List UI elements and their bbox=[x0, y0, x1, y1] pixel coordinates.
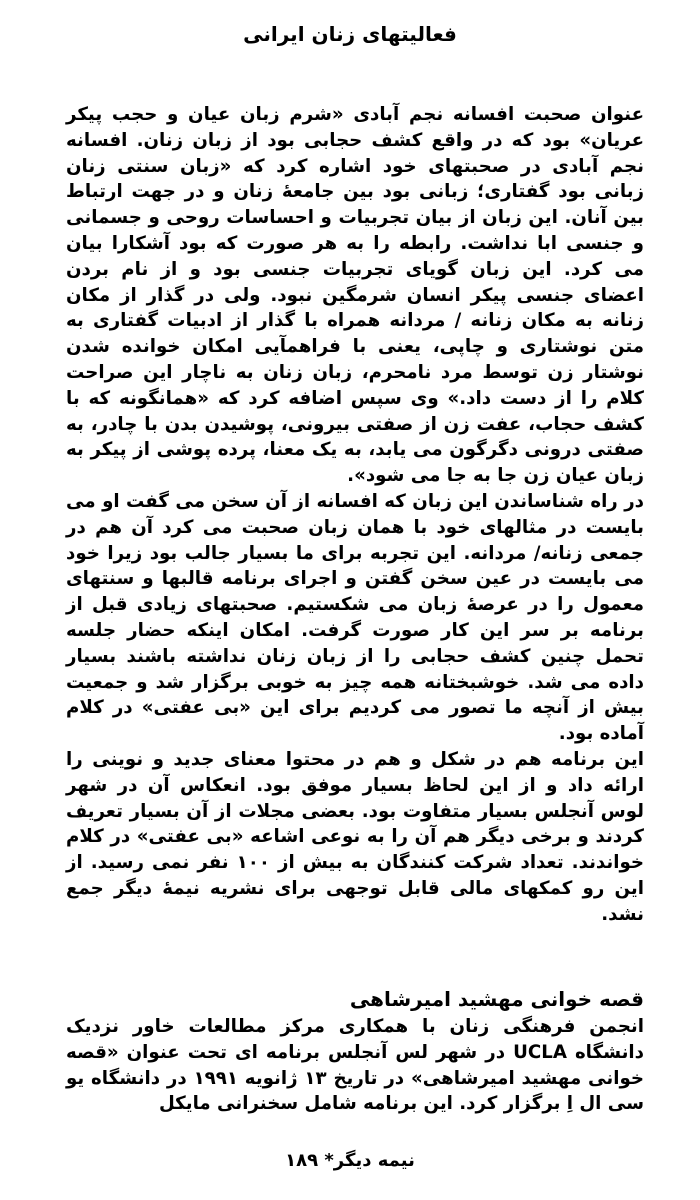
paragraph: عنوان صحبت افسانه نجم آبادی «شرم زبان عیان و حجب پیکر عریان» بود که در واقع کشف حجابی بود از زبان زنان. افسانه نجم آبادی در صحبتهای خود اشاره کرد که «زبان سنتی زنان زبانی بود گفتاری؛ زبانی بود بین جامعهٔ زنان و در جهت ارتباط بین آنان. این زبان از بیان تجربیات و احساسات روحی و جسمانی و جنسی ابا نداشت. رابطه را به هر صورت که بود آشکارا بیان می کرد. این زبان گویای تجربیات جنسی بود و از نام بردن اعضای جنسی پیکر انسان شرمگین نبود. ولی در گذار از مکان زنانه به مکان زنانه / مردانه همراه با گذار از ادبیات گفتاری به متن نوشتاری و چاپی، یعنی با فراهمآیی امکان خوانده شدن نوشتار زن توسط مرد نامحرم، زبان زنان به ناچار این صراحت کلام را از دست داد.» وی سپس اضافه کرد که «همانگونه که با کشف حجاب، عفت زن از صفتی بیرونی، پوشیدن بدن با چادر، به صفتی درونی دگرگون می یابد، به یک معنا، پرده پوشی از پیکر به زبان عیان زن جا به جا می شود». bbox=[66, 104, 644, 487]
paragraph: در راه شناساندن این زبان که افسانه از آن سخن می گفت او می بایست در مثالهای خود با همان زبان صحبت می کرد آن هم در جمعی زنانه/ مردانه. این تجربه برای ما بسیار جالب بود زیرا خود می بایست در عین سخن گفتن و اجرای برنامه قالبها و سنتهای معمول را در عرصهٔ زبان می شکستیم. صحبتهای زیادی قبل از برنامه بر سر این کار صورت گرفت. امکان اینکه حضار جلسه تحمل چنین کشف حجابی را از زبان زنان نداشته باشند بسیار داده می شد. خوشبختانه همه چیز به خوبی برگزار شد و جمعیت بیش از آنچه ما تصور می کردیم برای این «بی عفتی» در کلام آماده بود. bbox=[66, 490, 644, 745]
running-header: فعالیتهای زنان ایرانی bbox=[243, 22, 457, 46]
paragraph: این برنامه هم در شکل و هم در محتوا معنای جدید و نوینی را ارائه داد و از این لحاظ بسیار موفق بود. انعکاس آن در شهر لوس آنجلس بسیار متفاوت بود. بعضی مجلات از آن بسیار تعریف کردند و برخی دیگر هم آن را به نوعی اشاعه «بی عفتی» در کلام خواندند. تعداد شرکت کنندگان به بیش از ۱۰۰ نفر نمی رسید. از این رو کمکهای مالی قابل توجهی برای نشریه نیمهٔ دیگر جمع نشد. bbox=[66, 748, 644, 925]
section-paragraph: انجمن فرهنگی زنان با همکاری مرکز مطالعات خاور نزدیک دانشگاه UCLA در شهر لس آنجلس برنامه ای تحت عنوان «قصه خوانی مهشید امیرشاهی» در تاریخ ۱۳ ژانویه ۱۹۹۱ در دانشگاه یو سی ال اِ برگزار کرد. این برنامه شامل سخنرانی مایکل bbox=[66, 1016, 645, 1115]
article-body bbox=[66, 102, 644, 928]
section-heading: قصه خوانی مهشید امیرشاهی bbox=[349, 987, 644, 1011]
section-amirshahi bbox=[66, 986, 644, 1117]
page-footer: نیمه دیگر* ۱۸۹ bbox=[285, 1150, 415, 1171]
